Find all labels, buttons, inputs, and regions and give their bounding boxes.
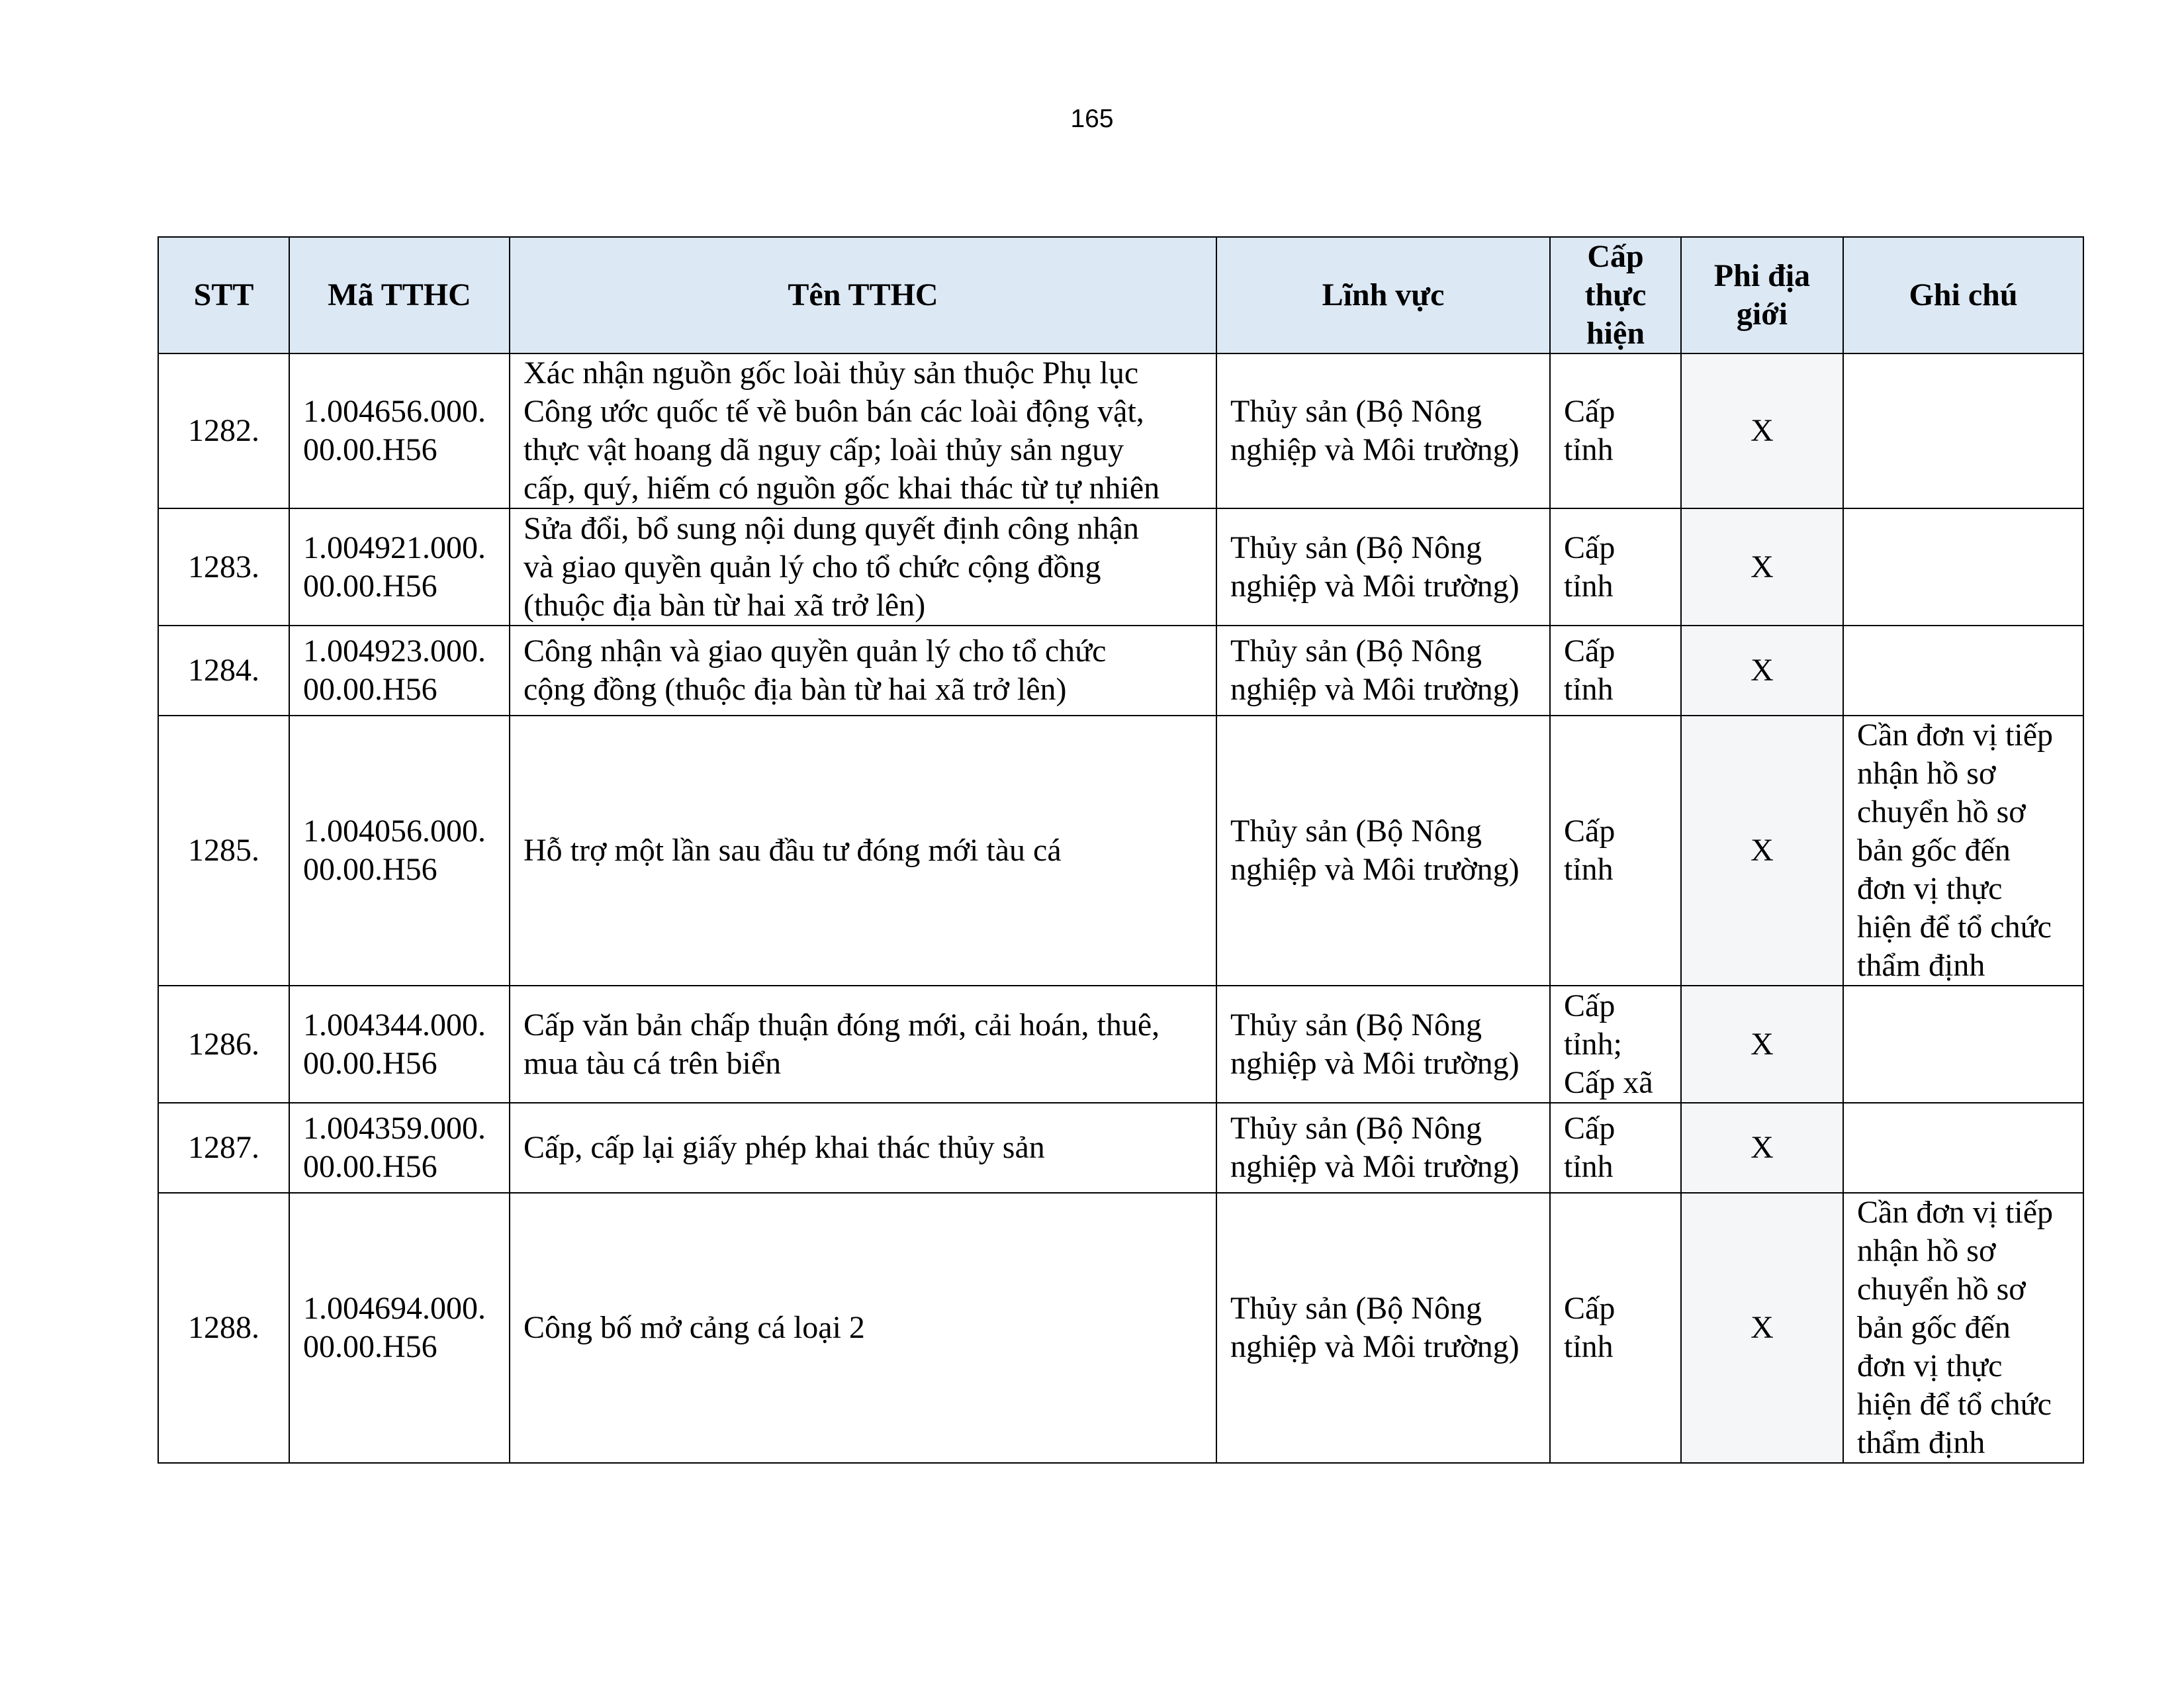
- cell-phi-dia-gioi: X: [1681, 626, 1843, 716]
- cell-ma-tthc-text: 1.004344.000. 00.00.H56: [303, 1007, 486, 1081]
- cell-ten-tthc-text: Cấp, cấp lại giấy phép khai thác thủy sản: [523, 1130, 1045, 1165]
- cell-ghi-chu-text: Cần đơn vị tiếp nhận hồ sơ chuyển hồ sơ bản gốc đến đơn vị thực hiện để tổ chức thẩm định: [1857, 1195, 2054, 1460]
- table-row: [158, 353, 2083, 508]
- cell-ma-tthc: [289, 1103, 510, 1193]
- header-ma-tthc: Mã TTHC: [289, 237, 510, 353]
- header-phi-dia-gioi: [1681, 237, 1843, 353]
- cell-ten-tthc-text: Xác nhận nguồn gốc loài thủy sản thuộc Phụ lục Công ước quốc tế về buôn bán các loài động vật, thực vật hoang dã nguy cấp; loài thủy sản nguy cấp, quý, hiếm có nguồn gốc khai thác từ tự nhiên: [523, 355, 1160, 506]
- table-row: [158, 626, 2083, 716]
- cell-phi-dia-gioi: X: [1681, 1193, 1843, 1463]
- cell-ma-tthc: [289, 716, 510, 986]
- cell-linh-vuc: [1216, 1103, 1550, 1193]
- cell-ten-tthc: [510, 1193, 1216, 1463]
- cell-ghi-chu: [1843, 986, 2083, 1103]
- cell-ma-tthc-text: 1.004056.000. 00.00.H56: [303, 814, 486, 887]
- cell-linh-vuc-text: Thủy sản (Bộ Nông nghiệp và Môi trường): [1230, 633, 1520, 707]
- cell-linh-vuc: [1216, 508, 1550, 626]
- cell-linh-vuc: [1216, 1193, 1550, 1463]
- cell-ma-tthc: [289, 508, 510, 626]
- cell-stt: 1288.: [158, 1193, 289, 1463]
- header-ghi-chu: Ghi chú: [1843, 237, 2083, 353]
- cell-linh-vuc-text: Thủy sản (Bộ Nông nghiệp và Môi trường): [1230, 530, 1520, 604]
- cell-phi-dia-gioi: X: [1681, 508, 1843, 626]
- cell-stt: 1282.: [158, 353, 289, 508]
- cell-ma-tthc-text: 1.004923.000. 00.00.H56: [303, 633, 486, 707]
- cell-ten-tthc-text: Công bố mở cảng cá loại 2: [523, 1310, 865, 1345]
- cell-ma-tthc: [289, 1193, 510, 1463]
- cell-ten-tthc-text: Cấp văn bản chấp thuận đóng mới, cải hoán, thuê, mua tàu cá trên biển: [523, 1007, 1160, 1081]
- cell-cap-thuc-hien: [1550, 353, 1681, 508]
- cell-ghi-chu: [1843, 626, 2083, 716]
- cell-cap-thuc-hien-text: Cấp tỉnh: [1564, 1111, 1615, 1184]
- header-phi-dia-gioi-text: Phi địa giới: [1713, 258, 1811, 332]
- table-header-row: [158, 237, 2083, 353]
- cell-cap-thuc-hien-text: Cấp tỉnh: [1564, 1291, 1615, 1364]
- cell-ten-tthc-text: Công nhận và giao quyền quản lý cho tổ chức cộng đồng (thuộc địa bàn từ hai xã trở lên): [523, 633, 1107, 707]
- cell-ten-tthc: [510, 1103, 1216, 1193]
- cell-stt: 1283.: [158, 508, 289, 626]
- cell-ten-tthc: [510, 626, 1216, 716]
- cell-cap-thuc-hien: [1550, 1193, 1681, 1463]
- cell-ten-tthc: [510, 353, 1216, 508]
- cell-ten-tthc: [510, 986, 1216, 1103]
- cell-cap-thuc-hien: [1550, 626, 1681, 716]
- cell-ghi-chu: [1843, 353, 2083, 508]
- cell-cap-thuc-hien: [1550, 508, 1681, 626]
- cell-ghi-chu-text: Cần đơn vị tiếp nhận hồ sơ chuyển hồ sơ bản gốc đến đơn vị thực hiện để tổ chức thẩm định: [1857, 718, 2054, 983]
- cell-phi-dia-gioi: X: [1681, 1103, 1843, 1193]
- table-row: [158, 1103, 2083, 1193]
- cell-cap-thuc-hien-text: Cấp tỉnh: [1564, 394, 1615, 467]
- cell-cap-thuc-hien: [1550, 1103, 1681, 1193]
- cell-ma-tthc-text: 1.004921.000. 00.00.H56: [303, 530, 486, 604]
- cell-cap-thuc-hien-text: Cấp tỉnh; Cấp xã: [1564, 988, 1653, 1100]
- cell-ma-tthc-text: 1.004656.000. 00.00.H56: [303, 394, 486, 467]
- cell-ma-tthc: [289, 986, 510, 1103]
- cell-cap-thuc-hien: [1550, 716, 1681, 986]
- cell-ma-tthc: [289, 353, 510, 508]
- cell-phi-dia-gioi: X: [1681, 716, 1843, 986]
- table-row: [158, 508, 2083, 626]
- cell-ten-tthc: [510, 508, 1216, 626]
- cell-linh-vuc-text: Thủy sản (Bộ Nông nghiệp và Môi trường): [1230, 394, 1520, 467]
- cell-linh-vuc-text: Thủy sản (Bộ Nông nghiệp và Môi trường): [1230, 1291, 1520, 1364]
- page-number: 165: [1070, 105, 1114, 133]
- header-cap-thuc-hien-text: Cấp thực hiện: [1584, 239, 1647, 351]
- cell-phi-dia-gioi: X: [1681, 986, 1843, 1103]
- cell-ghi-chu: [1843, 1193, 2083, 1463]
- table-row: [158, 716, 2083, 986]
- cell-linh-vuc: [1216, 986, 1550, 1103]
- procedures-table: [158, 236, 2084, 1464]
- cell-cap-thuc-hien: [1550, 986, 1681, 1103]
- cell-ma-tthc-text: 1.004694.000. 00.00.H56: [303, 1291, 486, 1364]
- cell-linh-vuc: [1216, 353, 1550, 508]
- header-ten-tthc: Tên TTHC: [510, 237, 1216, 353]
- cell-linh-vuc-text: Thủy sản (Bộ Nông nghiệp và Môi trường): [1230, 1111, 1520, 1184]
- cell-ghi-chu: [1843, 508, 2083, 626]
- cell-ten-tthc-text: Hỗ trợ một lần sau đầu tư đóng mới tàu cá: [523, 833, 1062, 868]
- cell-cap-thuc-hien-text: Cấp tỉnh: [1564, 814, 1615, 887]
- header-linh-vuc: Lĩnh vực: [1216, 237, 1550, 353]
- cell-ten-tthc: [510, 716, 1216, 986]
- cell-stt: 1286.: [158, 986, 289, 1103]
- cell-linh-vuc: [1216, 716, 1550, 986]
- header-stt: STT: [158, 237, 289, 353]
- cell-phi-dia-gioi: X: [1681, 353, 1843, 508]
- cell-stt: 1284.: [158, 626, 289, 716]
- cell-cap-thuc-hien-text: Cấp tỉnh: [1564, 530, 1615, 604]
- cell-ma-tthc-text: 1.004359.000. 00.00.H56: [303, 1111, 486, 1184]
- cell-ghi-chu: [1843, 716, 2083, 986]
- cell-linh-vuc-text: Thủy sản (Bộ Nông nghiệp và Môi trường): [1230, 1007, 1520, 1081]
- cell-ma-tthc: [289, 626, 510, 716]
- cell-stt: 1287.: [158, 1103, 289, 1193]
- cell-ghi-chu: [1843, 1103, 2083, 1193]
- cell-cap-thuc-hien-text: Cấp tỉnh: [1564, 633, 1615, 707]
- cell-linh-vuc: [1216, 626, 1550, 716]
- cell-stt: 1285.: [158, 716, 289, 986]
- table-row: [158, 986, 2083, 1103]
- table-row: [158, 1193, 2083, 1463]
- cell-linh-vuc-text: Thủy sản (Bộ Nông nghiệp và Môi trường): [1230, 814, 1520, 887]
- cell-ten-tthc-text: Sửa đổi, bổ sung nội dung quyết định công nhận và giao quyền quản lý cho tổ chức cộng đồng (thuộc địa bàn từ hai xã trở lên): [523, 510, 1139, 623]
- header-cap-thuc-hien: [1550, 237, 1681, 353]
